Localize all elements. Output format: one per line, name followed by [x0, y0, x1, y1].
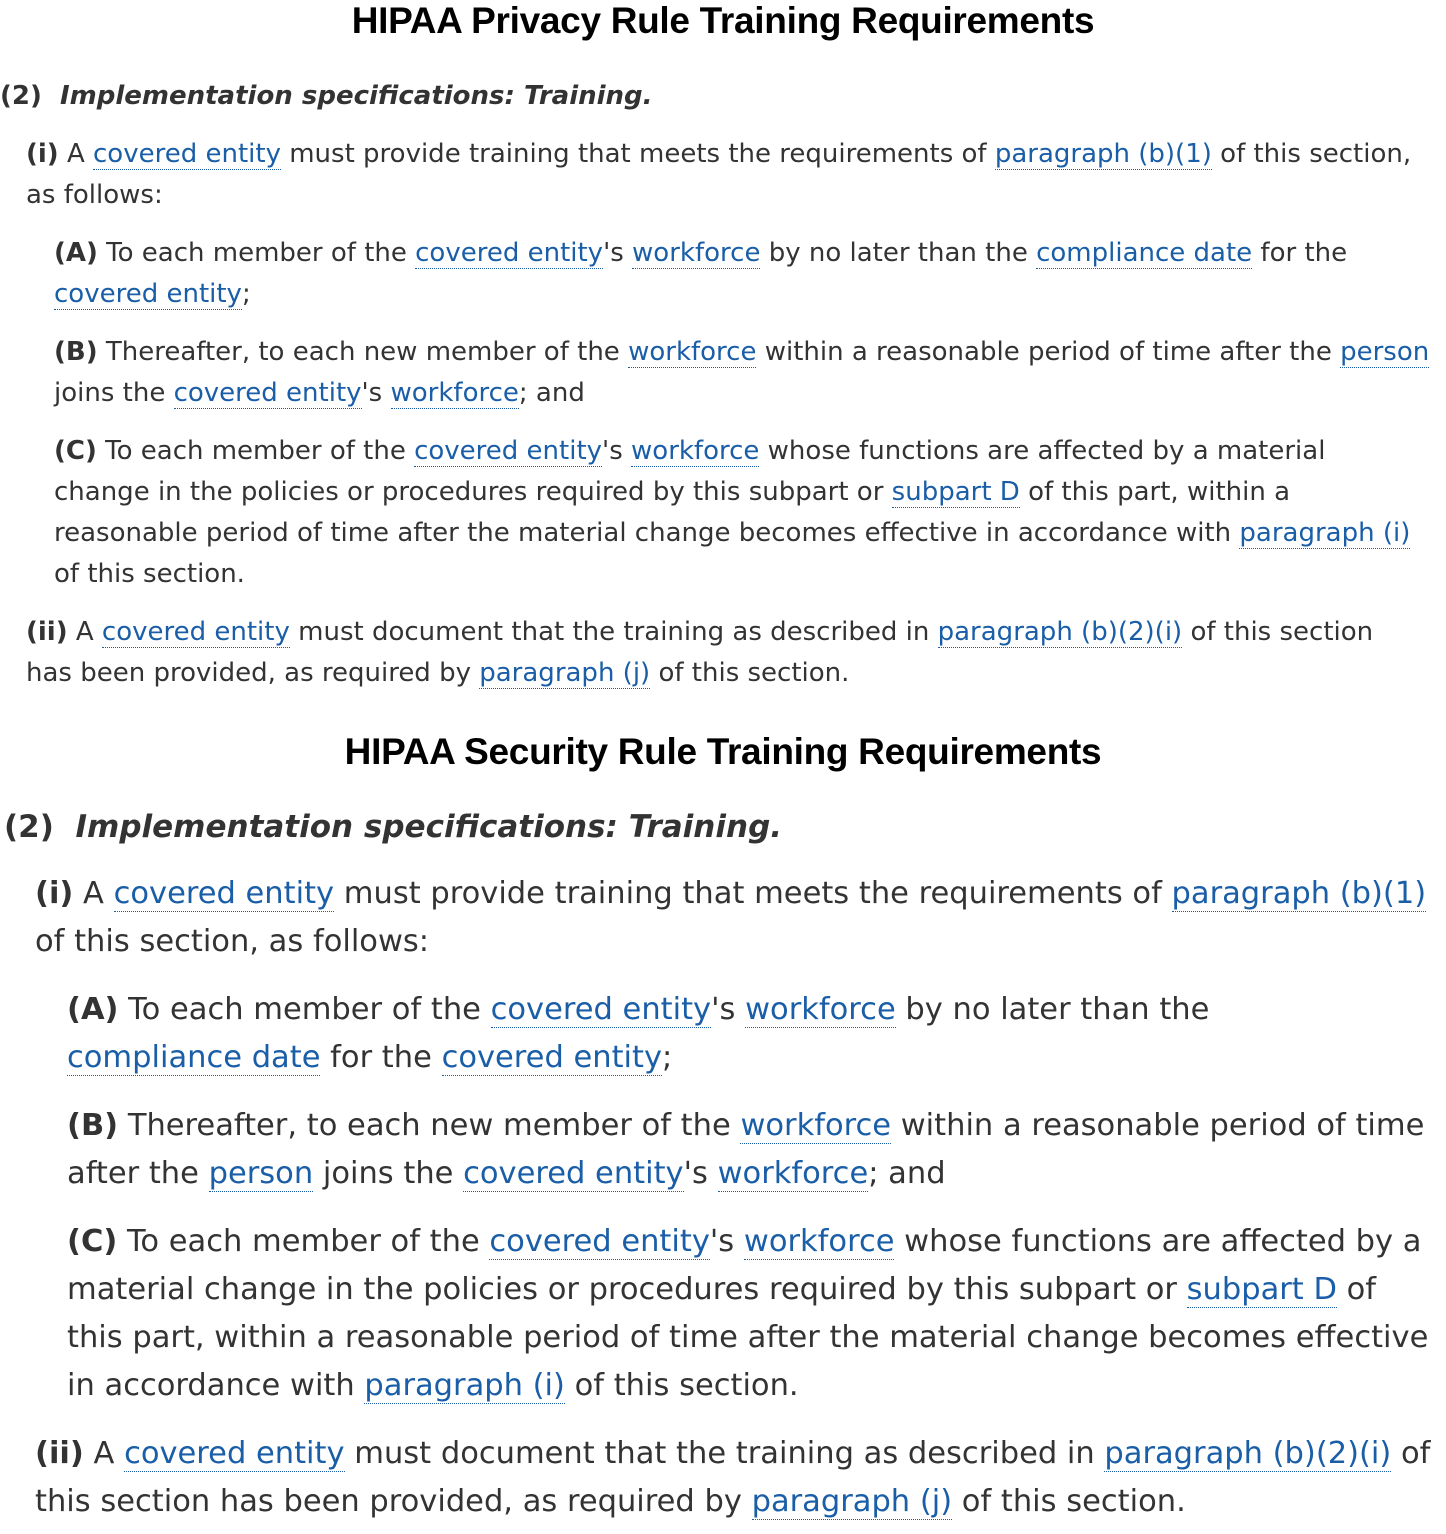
link-covered-entity[interactable]: covered entity	[489, 1224, 710, 1259]
paragraph-label: (i)	[35, 876, 74, 911]
paragraph-text: ; and	[868, 1156, 946, 1191]
paragraph-text: of this part, within a reasonable period of time after the material change becomes effective in accordance with	[54, 477, 1291, 548]
paragraph-text: of this section, as follows:	[35, 924, 430, 959]
link-covered-entity[interactable]: covered entity	[414, 436, 603, 466]
paragraph-text: joins the	[313, 1156, 464, 1191]
paragraph-text: of this part, within a reasonable period of time after the material change becomes effective in accordance with	[67, 1272, 1429, 1403]
link-compliance-date[interactable]: compliance date	[67, 1040, 321, 1075]
link-covered-entity[interactable]: covered entity	[93, 139, 281, 169]
link-covered-entity[interactable]: covered entity	[463, 1156, 684, 1191]
spec-title: Implementation specifications: Training.	[59, 81, 653, 111]
link-covered-entity[interactable]: covered entity	[441, 1040, 663, 1075]
paragraph-text: ;	[241, 279, 251, 309]
paragraph-text: within a reasonable period of time after the	[756, 337, 1341, 367]
spec-number: (2)	[4, 809, 54, 845]
paragraph-text: To each member of the	[97, 238, 416, 268]
paragraph-text: 's	[711, 992, 746, 1027]
link-paragraph-j[interactable]: paragraph (j)	[751, 1484, 953, 1519]
privacy-rule-section	[0, 0, 1446, 688]
spec-title: Implementation specifications: Training.	[75, 809, 783, 845]
link-paragraph-i[interactable]: paragraph (i)	[364, 1368, 565, 1403]
paragraph-text: 's	[603, 238, 633, 268]
paragraph-label: (ii)	[35, 1436, 84, 1471]
paragraph-text: for the	[320, 1040, 442, 1075]
link-paragraph-i[interactable]: paragraph (i)	[1239, 518, 1411, 548]
paragraph-text: A	[73, 876, 114, 911]
paragraph-text: by no later than the	[760, 238, 1037, 268]
link-covered-entity[interactable]: covered entity	[113, 876, 335, 911]
link-person[interactable]: person	[1340, 337, 1430, 367]
security-paragraph-C	[67, 1218, 1429, 1410]
privacy-paragraph-A	[54, 233, 1434, 315]
paragraph-label: (C)	[67, 1224, 118, 1259]
paragraph-label: (A)	[67, 992, 119, 1027]
paragraph-text: of this section.	[650, 658, 850, 688]
link-paragraph-b2i[interactable]: paragraph (b)(2)(i)	[937, 617, 1183, 647]
link-covered-entity[interactable]: covered entity	[124, 1436, 345, 1471]
security-paragraph-A	[67, 986, 1327, 1082]
paragraph-text: To each member of the	[117, 1224, 490, 1259]
paragraph-text: for the	[1252, 238, 1348, 268]
paragraph-text: of this section has been provided, as required by	[35, 1436, 1431, 1519]
paragraph-text: of this section, as follows:	[26, 139, 1412, 210]
link-compliance-date[interactable]: compliance date	[1036, 238, 1253, 268]
security-rule-title: HIPAA Security Rule Training Requirements	[344, 731, 1102, 772]
link-covered-entity[interactable]: covered entity	[54, 279, 242, 309]
paragraph-text: by no later than the	[895, 992, 1210, 1027]
security-rule-section	[0, 728, 1446, 1519]
paragraph-label: (i)	[26, 139, 59, 169]
privacy-paragraph-ii	[26, 612, 1406, 694]
security-paragraph-B	[67, 1102, 1437, 1198]
security-paragraph-i	[35, 870, 1443, 966]
link-workforce[interactable]: workforce	[628, 337, 757, 367]
link-paragraph-b1[interactable]: paragraph (b)(1)	[994, 139, 1212, 169]
paragraph-text: must document that the training as described in	[344, 1436, 1105, 1471]
paragraph-text: must provide training that meets the requirements of	[334, 876, 1172, 911]
paragraph-text: A	[58, 139, 94, 169]
paragraph-text: Thereafter, to each new member of the	[118, 1108, 741, 1143]
security-paragraph-ii	[35, 1430, 1443, 1526]
link-subpart-d[interactable]: subpart D	[891, 477, 1020, 507]
paragraph-label: (B)	[54, 337, 98, 367]
link-workforce[interactable]: workforce	[745, 992, 896, 1027]
paragraph-label: (A)	[54, 238, 98, 268]
link-covered-entity[interactable]: covered entity	[490, 992, 712, 1027]
privacy-paragraph-B	[54, 332, 1434, 414]
paragraph-text: 's	[602, 436, 632, 466]
link-person[interactable]: person	[208, 1156, 314, 1191]
link-workforce[interactable]: workforce	[632, 238, 761, 268]
paragraph-text: must document that the training as described in	[289, 617, 938, 647]
privacy-paragraph-i	[26, 134, 1426, 216]
link-workforce[interactable]: workforce	[390, 378, 519, 408]
paragraph-text: To each member of the	[118, 992, 491, 1027]
paragraph-text: 's	[683, 1156, 718, 1191]
paragraph-text: whose functions are affected by a material change in the policies or procedures required by this subpart or	[67, 1224, 1422, 1307]
spec-number: (2)	[0, 81, 42, 111]
paragraph-label: (C)	[54, 436, 97, 466]
paragraph-text: of this section.	[564, 1368, 799, 1403]
link-covered-entity[interactable]: covered entity	[415, 238, 604, 268]
link-workforce[interactable]: workforce	[743, 1224, 895, 1259]
paragraph-text: within a reasonable period of time after the	[67, 1108, 1425, 1191]
privacy-rule-title: HIPAA Privacy Rule Training Requirements	[351, 0, 1095, 41]
link-workforce[interactable]: workforce	[631, 436, 760, 466]
paragraph-label: (B)	[67, 1108, 119, 1143]
paragraph-text: 's	[361, 378, 391, 408]
link-workforce[interactable]: workforce	[717, 1156, 869, 1191]
paragraph-text: 's	[709, 1224, 744, 1259]
link-covered-entity[interactable]: covered entity	[173, 378, 362, 408]
privacy-paragraph-C	[54, 431, 1414, 595]
paragraph-text: whose functions are affected by a material change in the policies or procedures required by this subpart or	[54, 436, 1326, 507]
paragraph-text: ;	[662, 1040, 673, 1075]
paragraph-text: of this section.	[54, 559, 245, 589]
link-paragraph-b2i[interactable]: paragraph (b)(2)(i)	[1104, 1436, 1392, 1471]
paragraph-text: To each member of the	[96, 436, 415, 466]
paragraph-text: of this section has been provided, as required by	[26, 617, 1374, 688]
paragraph-text: A	[83, 1436, 125, 1471]
paragraph-text: joins the	[54, 378, 174, 408]
paragraph-text: A	[67, 617, 102, 647]
paragraph-text: of this section.	[952, 1484, 1186, 1519]
paragraph-text: Thereafter, to each new member of the	[97, 337, 629, 367]
link-workforce[interactable]: workforce	[740, 1108, 892, 1143]
paragraph-text: must provide training that meets the requirements of	[280, 139, 995, 169]
link-paragraph-b1[interactable]: paragraph (b)(1)	[1171, 876, 1427, 911]
paragraph-label: (ii)	[26, 617, 68, 647]
paragraph-text: ; and	[518, 378, 585, 408]
security-spec-heading	[4, 804, 782, 850]
link-subpart-d[interactable]: subpart D	[1186, 1272, 1337, 1307]
link-paragraph-j[interactable]: paragraph (j)	[479, 658, 651, 688]
link-covered-entity[interactable]: covered entity	[101, 617, 290, 647]
privacy-spec-heading	[0, 76, 653, 116]
